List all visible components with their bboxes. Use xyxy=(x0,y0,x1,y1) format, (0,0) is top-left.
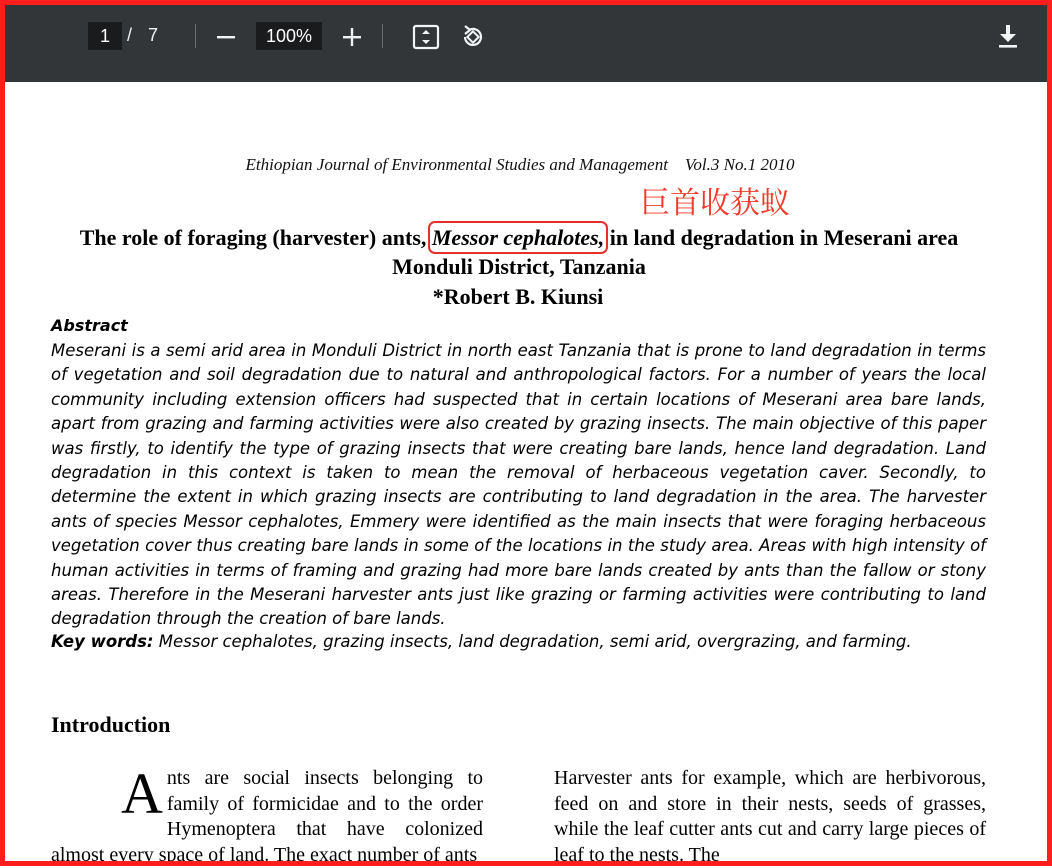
title-species-highlight: Messor cephalotes, xyxy=(431,225,605,250)
page-number-input[interactable]: 1 xyxy=(88,22,122,50)
abstract-text: Meserani is a semi arid area in Monduli District in north east Tanzania that is prone to land degradation in terms of vegetation and soil degradation due to natural and anthropological factors. For a number of years the local community including extension officers had suspected that in certain locations of Meserani area bare lands, apart from grazing and farming activities were also created by grazing insects. The main objective of this paper was firstly, to identify the type of grazing insects that were creating bare lands, hence land degradation. Land degradation in this context is taken to mean the removal of herbaceous vegetation caver. Secondly, to determine the extent in which grazing insects are contributing to land degradation in the area. The harvester ants of species Messor cephalotes, Emmery were identified as the main insects that were foraging herbaceous vegetation cover thus creating bare lands in some of the locations in the study area. Areas with high intensity of human activities in terms of framing and grazing had more bare lands created by ants than the fallow or stony areas. Therefore in the Meserani harvester ants just like grazing or farming activities were contributing to land degradation through the creation of bare lands. xyxy=(51,341,986,629)
paper-author: *Robert B. Kiunsi xyxy=(432,284,604,309)
download-button[interactable] xyxy=(994,22,1022,50)
pdf-toolbar xyxy=(0,0,1052,82)
download-icon xyxy=(996,23,1020,49)
fit-page-button[interactable] xyxy=(410,22,442,52)
column-left xyxy=(51,761,483,868)
zoom-in-button[interactable] xyxy=(338,24,366,50)
total-pages: 7 xyxy=(148,25,159,45)
rotate-button[interactable] xyxy=(457,22,489,52)
rotate-icon xyxy=(459,23,487,51)
zoom-level-input[interactable]: 100% xyxy=(256,22,322,50)
fit-page-icon xyxy=(412,24,440,50)
keywords-label: Key words: xyxy=(51,632,154,651)
keywords-text: Messor cephalotes, grazing insects, land degradation, semi arid, overgrazing, and farming. xyxy=(153,632,912,651)
abstract-heading: Abstract xyxy=(51,316,128,335)
title-part-2: in land degradation in Meserani area Monduli District, Tanzania xyxy=(392,225,959,279)
plus-icon xyxy=(342,27,362,47)
paper-title xyxy=(40,223,998,281)
toolbar-divider xyxy=(195,24,196,48)
zoom-out-button[interactable] xyxy=(212,24,240,50)
column-left-text: nts are social insects belonging to family of formicidae and to the order Hymenoptera that have colonized almost every space of land. The exact number of ants xyxy=(51,767,483,866)
chinese-annotation: 巨首收获蚁 xyxy=(640,186,790,221)
minus-icon xyxy=(216,27,236,47)
keywords-line xyxy=(51,632,986,651)
journal-header: Ethiopian Journal of Environmental Studies and Management Vol.3 No.1 2010 xyxy=(245,155,795,174)
introduction-heading: Introduction xyxy=(51,712,171,737)
column-right-text: Harvester ants for example, which are herbivorous, feed on and store in their nests, seeds of grasses, while the leaf cutter ants cut and carry large pieces of leaf to the nests. The xyxy=(554,767,986,866)
page-separator: / xyxy=(127,25,133,45)
drop-cap: A xyxy=(121,761,163,826)
toolbar-divider xyxy=(382,24,383,48)
column-right xyxy=(554,766,986,868)
title-part-1: The role of foraging (harvester) ants, xyxy=(79,225,432,250)
